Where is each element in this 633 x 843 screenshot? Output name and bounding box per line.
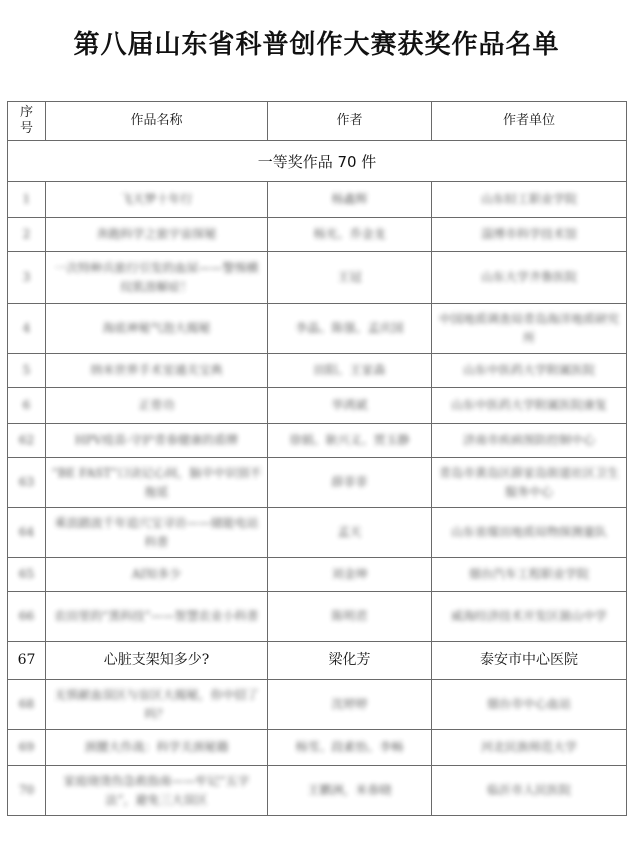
table-row (8, 388, 627, 424)
cell-work-text: “BE FAST”口诀记心间，脑卒中识别不拖延 (51, 465, 262, 499)
cell-author-text: 徐娟、耿兴义、贾玉静 (289, 433, 410, 447)
table-row (8, 730, 627, 766)
cell-work-text: 一次特种兵旅行引发的血尿——警惕横纹肌溶解症！ (54, 260, 259, 294)
cell-unit (432, 424, 627, 458)
table-row (8, 304, 627, 354)
cell-author-text: 李晶、陈强、孟庆国 (295, 321, 404, 335)
header-unit: 作者单位 (432, 102, 627, 141)
page-title: 第八届山东省科普创作大赛获奖作品名单 (73, 30, 560, 60)
cell-unit-text: 泰安市中心医院 (480, 652, 578, 668)
table-row (8, 218, 627, 252)
group-label: 一等奖作品 70 件 (8, 141, 627, 182)
cell-unit-text: 山东中医药大学附属医院 (462, 363, 595, 377)
cell-author (268, 218, 432, 252)
cell-author (268, 680, 432, 730)
cell-unit (432, 304, 627, 354)
cell-author (268, 424, 432, 458)
cell-author-text: 沈婷婷 (331, 697, 368, 711)
cell-work-text: 乘浪踏波千年追穴宝寻访——储能电站科普 (54, 515, 259, 549)
cell-author (268, 592, 432, 642)
cell-author (268, 558, 432, 592)
cell-work (46, 642, 268, 680)
cell-seq (8, 680, 46, 730)
header-seq: 序号 (8, 102, 46, 141)
cell-author-text: 孟天 (337, 525, 362, 539)
cell-author-text: 杨鑫辉 (331, 192, 368, 206)
table-row (8, 680, 627, 730)
cell-author (268, 388, 432, 424)
cell-work-text: 无惧献血误区与盲区大揭秘，你中招了吗？ (54, 687, 259, 721)
cell-work (46, 252, 268, 304)
table-row (8, 458, 627, 508)
cell-unit (432, 508, 627, 558)
cell-work (46, 508, 268, 558)
cell-work (46, 592, 268, 642)
cell-unit-text: 中国地质调查局青岛海洋地质研究所 (438, 311, 619, 345)
cell-unit-text: 烟台市中心血站 (486, 697, 571, 711)
cell-work-text: 奔跑科学之旅宇宙探秘 (96, 227, 217, 241)
cell-work (46, 766, 268, 816)
cell-work-text: 心脏支架知多少? (103, 652, 210, 668)
cell-author (268, 730, 432, 766)
cell-work-text: 海底神秘气泡大揭秘 (102, 321, 211, 335)
table-row (8, 642, 627, 680)
cell-seq (8, 252, 46, 304)
header-work: 作品名称 (46, 102, 268, 141)
cell-seq-text: 4 (22, 321, 31, 335)
cell-seq-text: 3 (22, 270, 31, 284)
cell-unit (432, 182, 627, 218)
cell-unit (432, 592, 627, 642)
cell-seq (8, 354, 46, 388)
cell-seq-text: 69 (18, 740, 35, 754)
cell-work (46, 182, 268, 218)
cell-unit (432, 354, 627, 388)
cell-unit (432, 766, 627, 816)
table-row (8, 592, 627, 642)
cell-work (46, 388, 268, 424)
cell-work-text: 飞天梦十年行 (120, 192, 193, 206)
cell-author (268, 508, 432, 558)
cell-seq-text: 64 (18, 525, 35, 539)
cell-unit-text: 山东中医药大学附属医院康复 (450, 398, 607, 412)
cell-unit-text: 山东省煤田地质局物探测量队 (450, 525, 607, 539)
cell-work (46, 354, 268, 388)
cell-unit (432, 558, 627, 592)
cell-author-text: 刘金坤 (331, 567, 368, 581)
cell-seq (8, 304, 46, 354)
table-row (8, 766, 627, 816)
cell-unit-text: 济南市疾病预防控制中心 (462, 433, 595, 447)
cell-author (268, 642, 432, 680)
cell-work (46, 730, 268, 766)
cell-seq (8, 424, 46, 458)
cell-unit (432, 458, 627, 508)
cell-seq-text: 6 (22, 398, 31, 412)
table-row (8, 182, 627, 218)
cell-unit (432, 388, 627, 424)
cell-unit-text: 临沂市人民医院 (486, 783, 571, 797)
cell-unit-text: 威海经济技术开发区崮山中学 (450, 609, 607, 623)
cell-seq-text: 67 (17, 652, 36, 668)
cell-author-text: 陈明君 (331, 609, 368, 623)
table-row (8, 558, 627, 592)
cell-author-text: 田阳、王家森 (313, 363, 386, 377)
cell-work (46, 680, 268, 730)
table-header-row (8, 102, 627, 141)
cell-author (268, 766, 432, 816)
table-row (8, 354, 627, 388)
cell-author-text: 薛菲菲 (331, 475, 368, 489)
cell-seq (8, 182, 46, 218)
cell-seq-text: 5 (22, 363, 31, 377)
cell-author-text: 杨雪、段素怡、李畅 (295, 740, 404, 754)
cell-seq-text: 68 (18, 697, 35, 711)
cell-unit-text: 烟台汽车工程职业学院 (468, 567, 589, 581)
cell-seq (8, 642, 46, 680)
cell-seq (8, 766, 46, 816)
header-author: 作者 (268, 102, 432, 141)
cell-work (46, 558, 268, 592)
cell-seq-text: 63 (18, 475, 35, 489)
cell-unit-text: 山东轻工职业学院 (480, 192, 577, 206)
group-row (8, 141, 627, 182)
cell-unit-text: 山东大学齐鲁医院 (480, 270, 577, 284)
cell-unit (432, 252, 627, 304)
cell-unit-text: 河北民族师范大学 (480, 740, 577, 754)
cell-author (268, 304, 432, 354)
cell-work-text: AI知多少 (131, 567, 182, 581)
cell-seq-text: 66 (18, 609, 35, 623)
cell-unit-text: 淄博市科学技术馆 (480, 227, 577, 241)
cell-work-text: 纳米世界手术室通关宝典 (90, 363, 223, 377)
cell-author (268, 252, 432, 304)
cell-seq (8, 730, 46, 766)
cell-seq (8, 218, 46, 252)
table-row (8, 252, 627, 304)
cell-author-text: 王冠 (337, 270, 362, 284)
cell-seq-text: 2 (22, 227, 31, 241)
cell-author-text: 杨光、乔金龙 (313, 227, 386, 241)
cell-work-text: 正骨功 (138, 398, 175, 412)
cell-author (268, 458, 432, 508)
cell-work (46, 218, 268, 252)
cell-author-text: 梁化芳 (328, 652, 371, 668)
table-row (8, 424, 627, 458)
cell-seq (8, 592, 46, 642)
cell-unit (432, 642, 627, 680)
cell-work (46, 458, 268, 508)
cell-seq-text: 65 (18, 567, 35, 581)
cell-seq-text: 62 (18, 433, 35, 447)
cell-author-text: 华鸿斌 (331, 398, 368, 412)
cell-work (46, 304, 268, 354)
cell-work-text: HPV疫苗-守护青春健康的盾牌 (74, 433, 239, 447)
cell-author-text: 王鹏洲，米春晓 (307, 783, 392, 797)
cell-seq (8, 458, 46, 508)
cell-work-text: 家庭烧烫伤急救指南——牢记“五字法”，避免三大误区 (63, 773, 250, 807)
cell-seq (8, 388, 46, 424)
award-table (7, 101, 627, 816)
cell-unit (432, 218, 627, 252)
cell-seq (8, 558, 46, 592)
cell-seq-text: 1 (22, 192, 31, 206)
cell-unit-text: 青岛市黄岛区薛家岛街道社区卫生服务中心 (438, 465, 619, 499)
table-row (8, 508, 627, 558)
cell-seq-text: 70 (18, 783, 35, 797)
cell-author (268, 354, 432, 388)
cell-unit (432, 730, 627, 766)
cell-unit (432, 680, 627, 730)
cell-work (46, 424, 268, 458)
cell-work-text: 颈腰大作战：科学关颈秘籍 (84, 740, 229, 754)
cell-seq (8, 508, 46, 558)
cell-author (268, 182, 432, 218)
cell-work-text: 农田里的“黑科技”——智慧农业小科普 (54, 609, 259, 623)
